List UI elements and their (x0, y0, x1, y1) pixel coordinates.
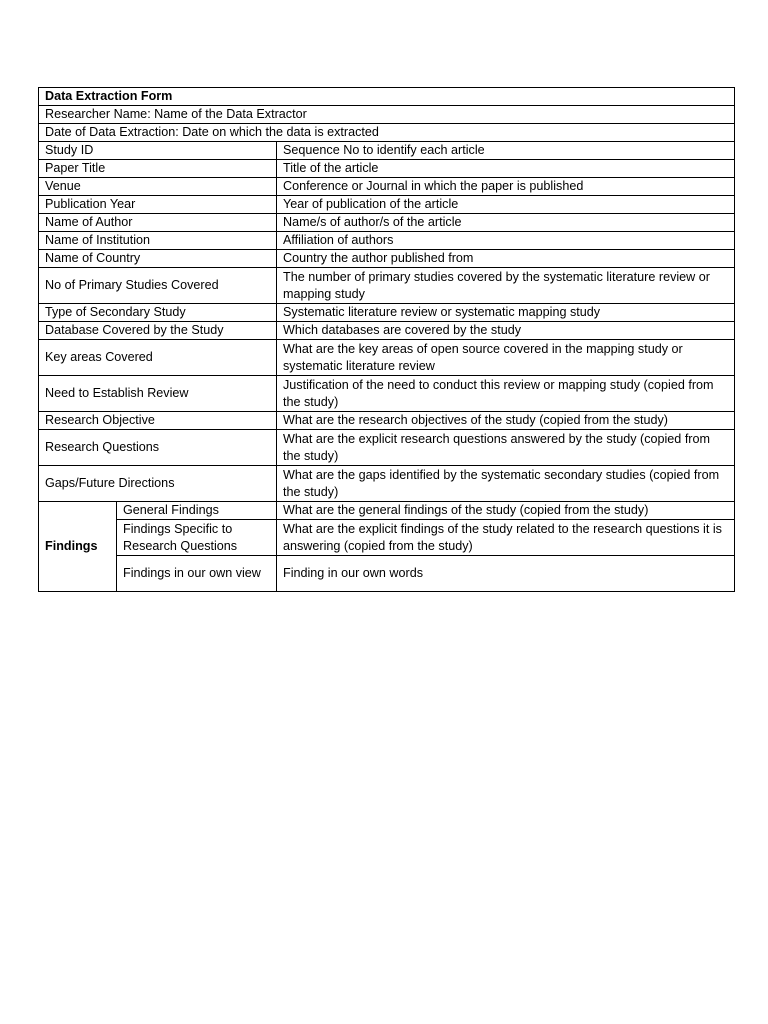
row-label: Research Objective (39, 412, 277, 430)
findings-row-research-questions (39, 520, 735, 556)
researcher-name: Researcher Name: Name of the Data Extractor (39, 106, 735, 124)
table-row (39, 268, 735, 304)
row-description: Year of publication of the article (277, 196, 735, 214)
row-description: What are the key areas of open source covered in the mapping study or systematic literature review (277, 340, 735, 376)
extraction-date: Date of Data Extraction: Date on which the data is extracted (39, 124, 735, 142)
researcher-name-row (39, 106, 735, 124)
row-description: Affiliation of authors (277, 232, 735, 250)
row-description: Title of the article (277, 160, 735, 178)
table-row (39, 412, 735, 430)
findings-row-own-view (39, 556, 735, 592)
extraction-date-row (39, 124, 735, 142)
data-extraction-form-table (38, 87, 735, 592)
row-description: Conference or Journal in which the paper is published (277, 178, 735, 196)
row-description: The number of primary studies covered by the systematic literature review or mapping study (277, 268, 735, 304)
table-row (39, 304, 735, 322)
findings-sub-label: Findings in our own view (117, 556, 277, 592)
table-row (39, 142, 735, 160)
row-label: Name of Author (39, 214, 277, 232)
table-row (39, 214, 735, 232)
row-description: Justification of the need to conduct this review or mapping study (copied from the study) (277, 376, 735, 412)
table-row (39, 340, 735, 376)
table-row (39, 232, 735, 250)
row-label: Study ID (39, 142, 277, 160)
findings-row-general (39, 502, 735, 520)
row-label: Need to Establish Review (39, 376, 277, 412)
table-row (39, 196, 735, 214)
form-title: Data Extraction Form (39, 88, 735, 106)
findings-label: Findings (39, 502, 117, 592)
table-row (39, 466, 735, 502)
row-description: Systematic literature review or systematic mapping study (277, 304, 735, 322)
row-description: Name/s of author/s of the article (277, 214, 735, 232)
row-label: No of Primary Studies Covered (39, 268, 277, 304)
table-row (39, 430, 735, 466)
table-row (39, 178, 735, 196)
row-label: Paper Title (39, 160, 277, 178)
row-label: Venue (39, 178, 277, 196)
row-description: Sequence No to identify each article (277, 142, 735, 160)
findings-description: Finding in our own words (277, 556, 735, 592)
form-title-row (39, 88, 735, 106)
row-label: Name of Country (39, 250, 277, 268)
document-page (38, 87, 734, 592)
row-description: Country the author published from (277, 250, 735, 268)
row-label: Type of Secondary Study (39, 304, 277, 322)
row-description: What are the research objectives of the study (copied from the study) (277, 412, 735, 430)
row-description: What are the gaps identified by the systematic secondary studies (copied from the study) (277, 466, 735, 502)
row-label: Publication Year (39, 196, 277, 214)
findings-description: What are the general findings of the study (copied from the study) (277, 502, 735, 520)
findings-sub-label: General Findings (117, 502, 277, 520)
row-description: Which databases are covered by the study (277, 322, 735, 340)
table-row (39, 376, 735, 412)
row-description: What are the explicit research questions answered by the study (copied from the study) (277, 430, 735, 466)
row-label: Name of Institution (39, 232, 277, 250)
row-label: Research Questions (39, 430, 277, 466)
table-row (39, 322, 735, 340)
table-row (39, 250, 735, 268)
findings-sub-label: Findings Specific to Research Questions (117, 520, 277, 556)
row-label: Database Covered by the Study (39, 322, 277, 340)
row-label: Gaps/Future Directions (39, 466, 277, 502)
findings-description: What are the explicit findings of the study related to the research questions it is answering (copied from the study) (277, 520, 735, 556)
row-label: Key areas Covered (39, 340, 277, 376)
table-row (39, 160, 735, 178)
